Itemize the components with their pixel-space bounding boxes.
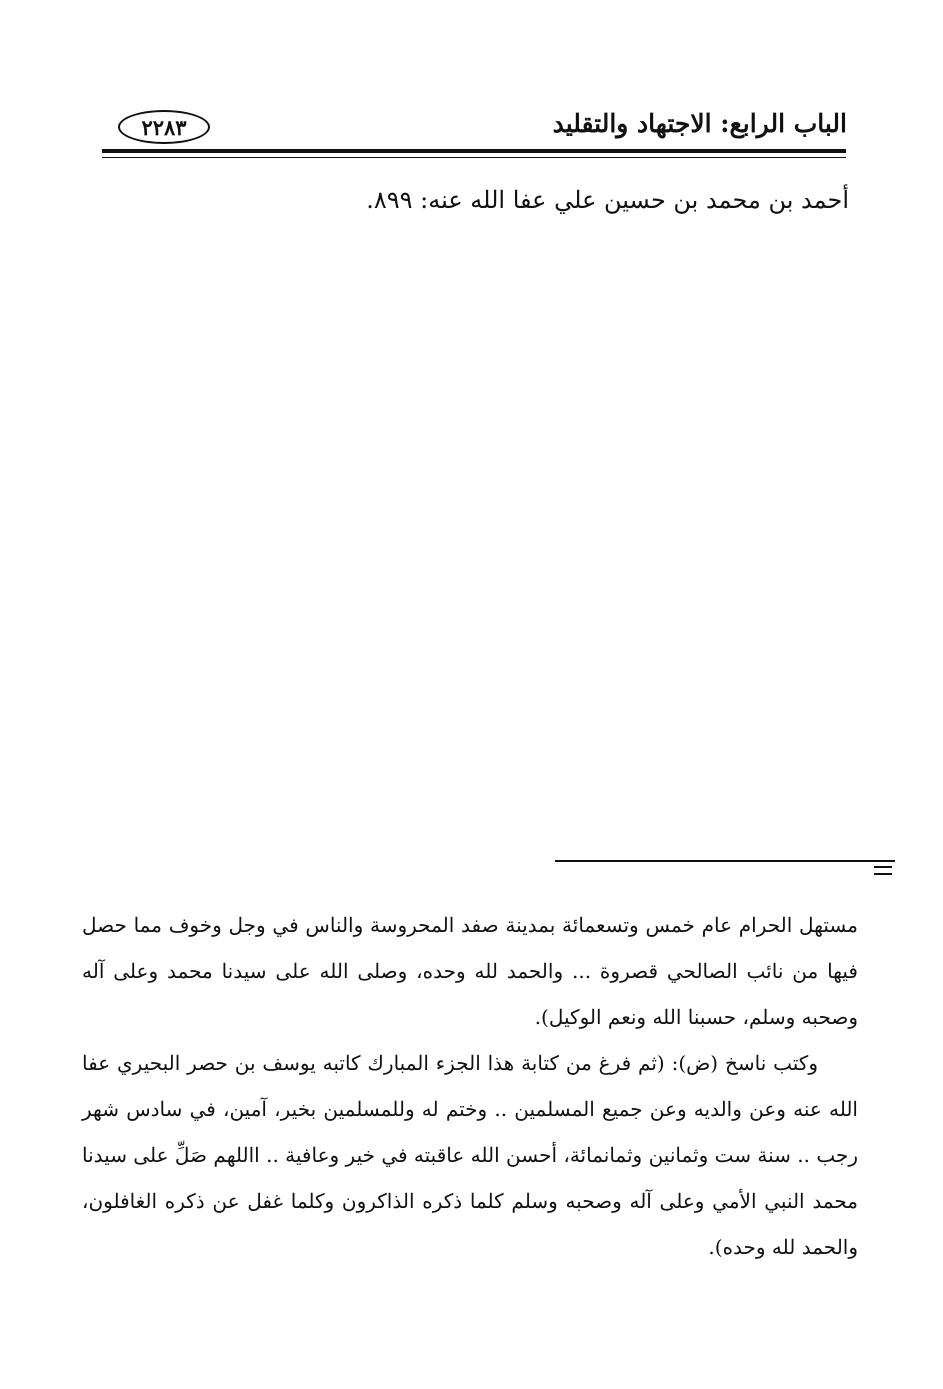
footnote-mark-bar-top	[874, 866, 892, 868]
footnote-continuation-mark	[874, 866, 892, 875]
footnote-mark-bar-bottom	[874, 873, 892, 875]
header-rule-thin	[102, 157, 846, 158]
footnote-paragraph-1: مستهل الحرام عام خمس وتسعمائة بمدينة صفد المحروسة والناس في وجل وخوف مما حصل فيها من نائب الصالحي قصروة ... والحمد لله وحده، وصلى الله على سيدنا محمد وعلى آله وصحبه وسلم، حسبنا الله ونعم الوكيل).	[82, 913, 858, 1029]
header-rule-thick	[102, 149, 846, 153]
page-number-badge: ٢٢٨٣	[118, 110, 210, 144]
body-text-line: أحمد بن محمد بن حسين علي عفا الله عنه: ٨٩٩.	[366, 186, 849, 214]
footnote-separator	[555, 860, 895, 862]
footnote-paragraph-2: وكتب ناسخ (ض): (ثم فرغ من كتابة هذا الجزء المبارك كاتبه يوسف بن حصر البحيري عفا الله عنه وعن والديه وعن جميع المسلمين .. وختم له وللمسلمين بخير، آمين، في سادس شهر رجب .. سنة ست وثمانين وثمانمائة، أحسن الله عاقبته في خير وعافية .. االلهم صَلِّ على سيدنا محمد النبي الأمي وعلى آله وصحبه وسلم كلما ذكره الذاكرون وكلما غفل عن ذكره الغافلون، والحمد لله وحده).	[82, 1051, 858, 1259]
running-head-title: الباب الرابع: الاجتهاد والتقليد	[552, 109, 847, 138]
footnotes-block	[82, 902, 858, 1270]
